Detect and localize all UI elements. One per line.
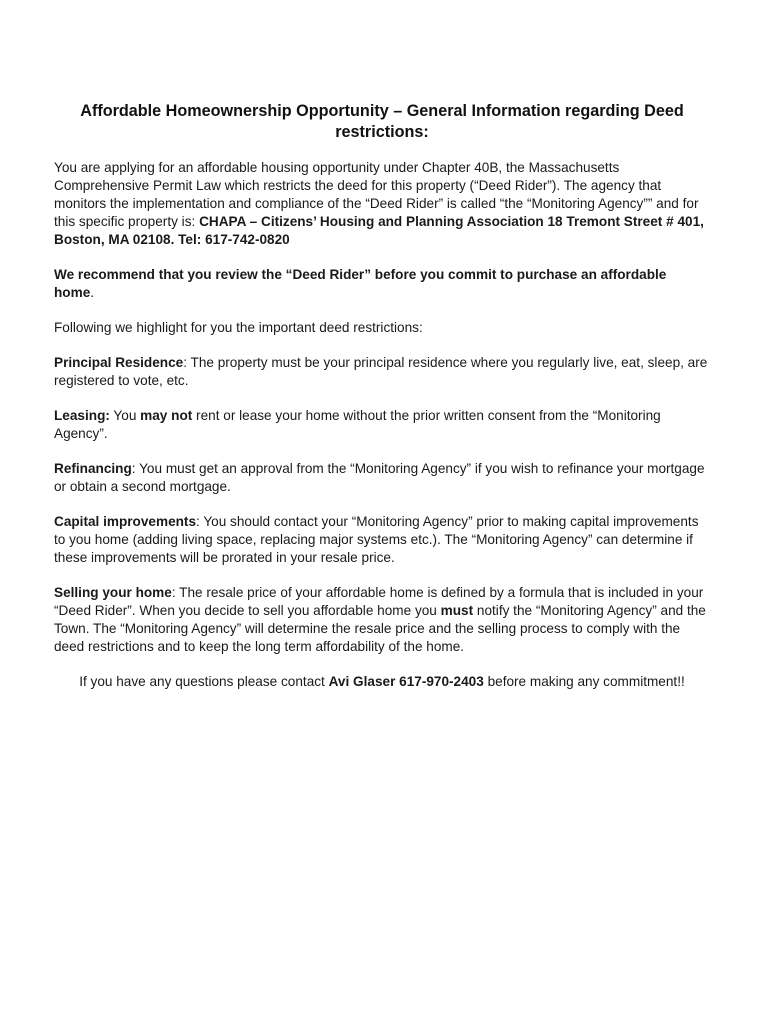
- restriction-principal-residence: [54, 354, 710, 390]
- restriction-emphasis: may not: [140, 408, 193, 423]
- contact-text: before making any commitment!!: [483, 674, 685, 689]
- intro-text: You are applying for an affordable housing opportunity under Chapter 40B, the Massachusetts Comprehensive Permit Law which restricts the deed for this property (“Deed Rider”). The agency that monitors the implementation and compliance of the “Deed Rider” is called “the “Monitoring Agency”” and for this specific property is:: [54, 160, 699, 229]
- restriction-text: rent or lease your home without the prior written consent from the “Monitoring Agency”.: [54, 408, 661, 441]
- contact-person: Avi Glaser 617-970-2403: [328, 674, 484, 689]
- restriction-selling: [54, 584, 710, 656]
- restriction-emphasis: must: [440, 603, 474, 618]
- document-title: Affordable Homeownership Opportunity – General Information regarding Deed restrictions:: [80, 102, 684, 141]
- restriction-label: Leasing:: [54, 408, 110, 423]
- restriction-text: : You should contact your “Monitoring Agency” prior to making capital improvements to you home (adding living space, replacing major systems etc.). The “Monitoring Agency” can determine if these improvements will be prorated in your resale price.: [54, 514, 699, 565]
- restriction-label: Principal Residence: [54, 355, 184, 370]
- restriction-capital-improvements: [54, 513, 710, 567]
- recommendation-end: .: [90, 285, 95, 300]
- contact-paragraph: [54, 673, 710, 691]
- monitoring-agency-contact: CHAPA – Citizens’ Housing and Planning Association 18 Tremont Street # 401, Boston, MA 02108. Tel: 617-742-0820: [54, 214, 704, 247]
- restriction-text: : You must get an approval from the “Monitoring Agency” if you wish to refinance your mortgage or obtain a second mortgage.: [54, 461, 705, 494]
- restriction-text: notify the “Monitoring Agency” and the Town. The “Monitoring Agency” will determine the resale price and the selling process to comply with the deed restrictions and to keep the long term affordability of the home.: [54, 603, 706, 654]
- document-page: [54, 101, 710, 708]
- restriction-text: You: [109, 408, 141, 423]
- restriction-text: : The resale price of your affordable home is defined by a formula that is included in your “Deed Rider”. When you decide to sell you affordable home you: [54, 585, 704, 618]
- recommendation-text: We recommend that you review the “Deed Rider” before you commit to purchase an affordable home: [54, 267, 667, 300]
- restriction-label: Refinancing: [54, 461, 132, 476]
- restriction-text: : The property must be your principal residence where you regularly live, eat, sleep, are registered to vote, etc.: [54, 355, 708, 388]
- restriction-leasing: [54, 407, 710, 443]
- highlight-intro: Following we highlight for you the important deed restrictions:: [54, 320, 423, 335]
- contact-text: If you have any questions please contact: [79, 674, 329, 689]
- recommendation-paragraph: [54, 266, 710, 302]
- intro-paragraph: [54, 159, 710, 249]
- restriction-refinancing: [54, 460, 710, 496]
- restriction-label: Selling your home: [54, 585, 172, 600]
- restriction-label: Capital improvements: [54, 514, 197, 529]
